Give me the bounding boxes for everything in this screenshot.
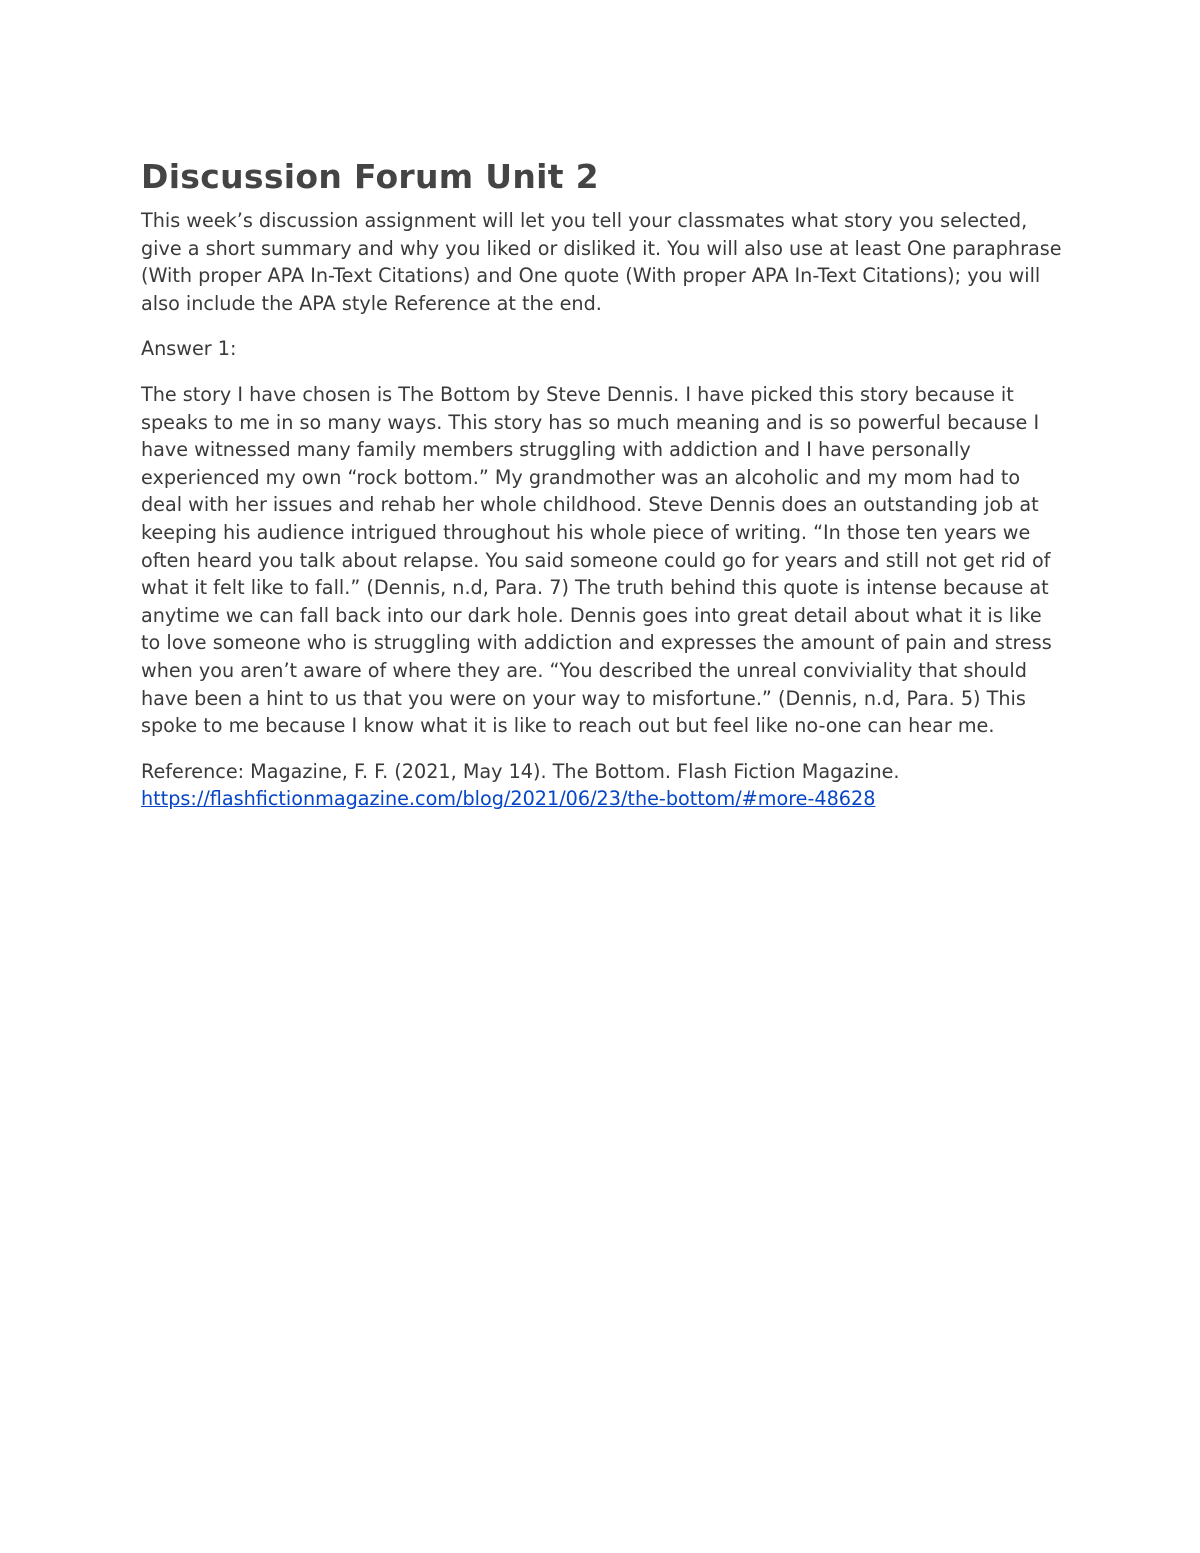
assignment-prompt: This week’s discussion assignment will let you tell your classmates what story you selected, give a short summary and why you liked or disliked it. You will also use at least One paraphrase (With proper APA In-Text Citations) and One quote (With proper APA In-Text Citations); you will also include the APA style Reference at the end. [141, 209, 1062, 315]
reference [141, 758, 1066, 813]
answer-body: The story I have chosen is The Bottom by Steve Dennis. I have picked this story because it speaks to me in so many ways. This story has so much meaning and is so powerful because I have witnessed many family members struggling with addiction and I have personally experienced my own “rock bottom.” My grandmother was an alcoholic and my mom had to deal with her issues and rehab her whole childhood. Steve Dennis does an outstanding job at keeping his audience intrigued throughout his whole piece of writing. “In those ten years we often heard you talk about relapse. You said someone could go for years and still not get rid of what it felt like to fall.” (Dennis, n.d, Para. 7) The truth behind this quote is intense because at anytime we can fall back into our dark hole. Dennis goes into great detail about what it is like to love someone who is struggling with addiction and expresses the amount of pain and stress when you aren’t aware of where they are. “You described the unreal conviviality that should have been a hint to us that you were on your way to misfortune.” (Dennis, n.d, Para. 5) This spoke to me because I know what it is like to reach out but feel like no-one can hear me. [141, 382, 1052, 738]
page-title: Discussion Forum Unit 2 [141, 157, 599, 196]
answer-label: Answer 1: [141, 337, 237, 361]
document-content [141, 155, 1066, 831]
reference-link[interactable]: https://flashfictionmagazine.com/blog/2021/06/23/the-bottom/#more-48628 [141, 787, 876, 811]
reference-text: Reference: Magazine, F. F. (2021, May 14). The Bottom. Flash Fiction Magazine. [141, 759, 900, 783]
